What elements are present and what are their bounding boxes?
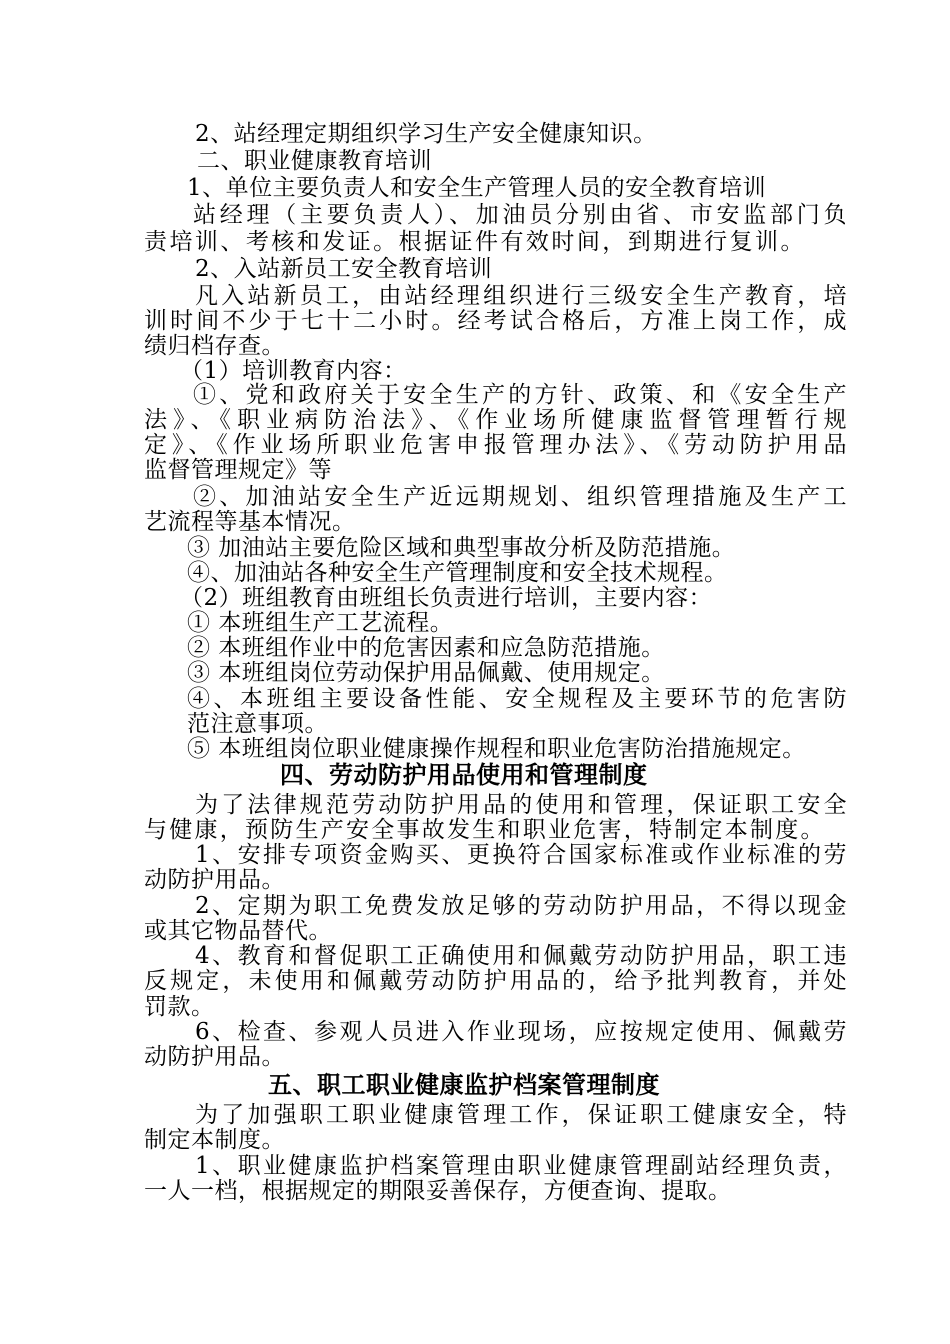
text-line: 2、站经理定期组织学习生产安全健康知识。 <box>195 121 657 147</box>
text-line: 与健康，预防生产安全事故发生和职业危害，特制定本制度。 <box>144 817 824 843</box>
text-line: 1、安排专项资金购买、更换符合国家标准或作业标准的劳 <box>195 842 847 868</box>
text-line: ④、本班组主要设备性能、安全规程及主要环节的危害防 <box>187 686 847 712</box>
text-line: 艺流程等基本情况。 <box>144 509 356 535</box>
text-line: 为了法律规范劳动防护用品的使用和管理，保证职工安全 <box>195 792 847 818</box>
text-line: 责培训、考核和发证。根据证件有效时间，到期进行复训。 <box>144 229 804 255</box>
text-line: ④、加油站各种安全生产管理制度和安全技术规程。 <box>187 560 728 586</box>
text-line: 6、检查、参观人员进入作业现场，应按规定使用、佩戴劳 <box>195 1019 847 1045</box>
text-line: 2、定期为职工免费发放足够的劳动防护用品，不得以现金 <box>195 893 847 919</box>
text-line: 或其它物品替代。 <box>144 918 332 944</box>
text-line: （1）培训教育内容： <box>180 358 407 384</box>
text-line: 动防护用品。 <box>144 867 285 893</box>
text-line: 罚款。 <box>144 994 215 1020</box>
text-line: 法》、《职业病防治法》、《作业场所健康监督管理暂行规 <box>144 407 847 433</box>
text-line: 监督管理规定》等 <box>144 457 332 483</box>
text-line: ①、党和政府关于安全生产的方针、政策、和《安全生产 <box>193 382 847 408</box>
text-line: 为了加强职工职业健康管理工作，保证职工健康安全，特 <box>195 1102 847 1128</box>
text-line: ③ 本班组岗位劳动保护用品佩戴、使用规定。 <box>187 660 665 686</box>
text-line: 动防护用品。 <box>144 1044 285 1070</box>
text-line: 4、教育和督促职工正确使用和佩戴劳动防护用品，职工违 <box>195 943 847 969</box>
text-line: 制定本制度。 <box>144 1127 285 1153</box>
text-line: 训时间不少于七十二小时。经考试合格后，方准上岗工作，成 <box>144 308 847 334</box>
section-heading: 四、劳动防护用品使用和管理制度 <box>280 761 648 789</box>
section-heading: 五、职工职业健康监护档案管理制度 <box>268 1071 660 1099</box>
text-line: 一人一档，根据规定的期限妥善保存，方便查询、提取。 <box>144 1178 732 1204</box>
text-line: ② 本班组作业中的危害因素和应急防范措施。 <box>187 635 665 661</box>
text-line: 范注意事项。 <box>187 711 328 737</box>
text-line: ① 本班组生产工艺流程。 <box>187 610 454 636</box>
text-line: 定》、《作业场所职业危害申报管理办法》、《劳动防护用品 <box>144 432 847 458</box>
text-line: ②、加油站安全生产近远期规划、组织管理措施及生产工 <box>193 484 847 510</box>
text-line: 凡入站新员工，由站经理组织进行三级安全生产教育，培 <box>195 283 847 309</box>
text-line: 站经理（主要负责人）、加油员分别由省、市安监部门负 <box>193 202 847 228</box>
text-line: 1、单位主要负责人和安全生产管理人员的安全教育培训 <box>187 175 767 201</box>
section-subheading: 二、职业健康教育培训 <box>197 148 432 174</box>
text-line: 2、入站新员工安全教育培训 <box>195 256 493 282</box>
text-line: （2）班组教育由班组长负责进行培训，主要内容： <box>180 585 713 611</box>
text-line: 绩归档存查。 <box>144 333 285 359</box>
text-line: 反规定，未使用和佩戴劳动防护用品的，给予批判教育，并处 <box>144 968 847 994</box>
text-line: ⑤ 本班组岗位职业健康操作规程和职业危害防治措施规定。 <box>187 736 806 762</box>
text-line: 1、职业健康监护档案管理由职业健康管理副站经理负责， <box>195 1153 847 1179</box>
text-line: ③ 加油站主要危险区域和典型事故分析及防范措施。 <box>187 535 736 561</box>
